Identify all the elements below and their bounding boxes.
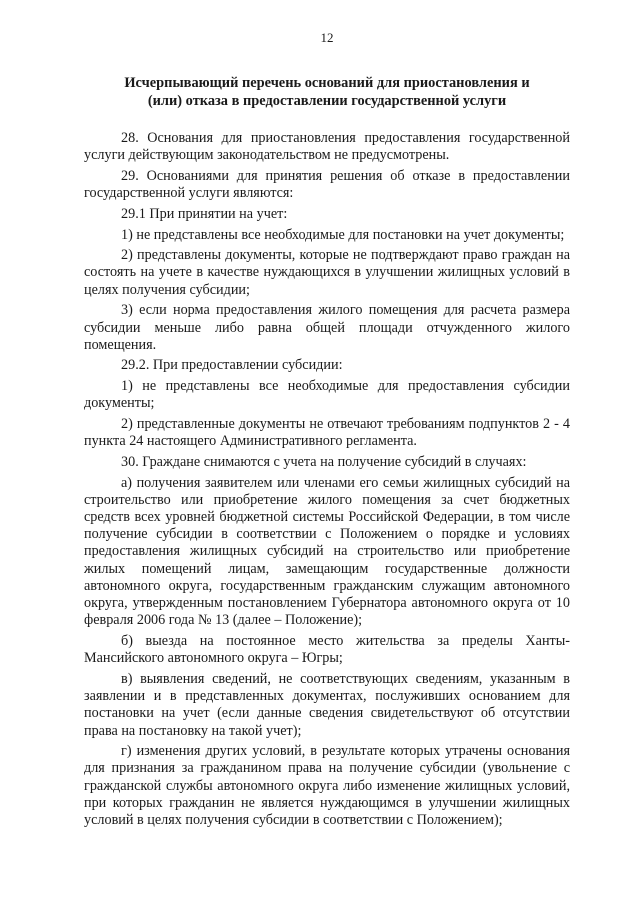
paragraph-29-2: 29.2. При предоставлении субсидии:: [121, 357, 343, 374]
paragraph-29-1-item-3: 3) если норма предоставления жилого помещения для расчета размера субсидии меньше либо равна общей площади отчужденного жилого помещения.: [84, 302, 570, 353]
paragraph-29-1-item-1: 1) не представлены все необходимые для постановки на учет документы;: [121, 226, 565, 243]
paragraph-29-2-item-1: 1) не представлены все необходимые для предоставления субсидии документы;: [84, 378, 570, 412]
paragraph-30: 30. Граждане снимаются с учета на получение субсидий в случаях:: [121, 453, 527, 470]
paragraph-30-item-a: а) получения заявителем или членами его семьи жилищных субсидий на строительство или приобретение жилого помещения за счет бюджетных средств всех уровней бюджетной системы Российской Федерации, в том числе получение субсидии в соответствии с Положением о порядке и условиях предоставления жилищных субсидий на строительство или приобретение жилых помещений лицам, замещающим государственные должности автономного округа, государственным гражданским служащим автономного округа, утвержденным постановлением Губернатора автономного округа от 10 февраля 2006 года № 13 (далее – Положение);: [84, 474, 570, 629]
page-number: 12: [320, 30, 334, 45]
paragraph-29-1: 29.1 При принятии на учет:: [121, 205, 288, 222]
paragraph-28: 28. Основания для приостановления предоставления государственной услуги действующим законодательством не предусмотрены.: [84, 130, 570, 164]
paragraph-29-1-item-2: 2) представлены документы, которые не подтверждают право граждан на состоять на учете в качестве нуждающихся в улучшении жилищных условий в целях получения субсидии;: [84, 247, 570, 298]
section-title-line-1: Исчерпывающий перечень оснований для приостановления и: [124, 75, 530, 91]
paragraph-29-2-item-2: 2) представленные документы не отвечают требованиям подпунктов 2 - 4 пункта 24 настоящего Административного регламента.: [84, 416, 570, 450]
paragraph-29: 29. Основаниями для принятия решения об отказе в предоставлении государственной услуги являются:: [84, 167, 570, 202]
document-body: [84, 130, 570, 829]
paragraph-30-item-b: б) выезда на постоянное место жительства за пределы Ханты-Мансийского автономного округа – Югры;: [84, 632, 570, 667]
paragraph-30-item-v: в) выявления сведений, не соответствующих сведениям, указанным в заявлении и в представленных документах, послуживших основанием для постановки на учет (если данные сведения свидетельствуют об отсутствии права на постановку на такой учет);: [84, 670, 570, 739]
paragraph-30-item-g: г) изменения других условий, в результате которых утрачены основания для признания за гражданином права на получение субсидии (увольнение с гражданской службы автономного округа либо изменение жилищных условий, при которых гражданин не является нуждающимся в улучшении жилищных условий в целях получения субсидии в соответствии с Положением);: [84, 743, 570, 829]
section-title-line-2: (или) отказа в предоставлении государственной услуги: [147, 93, 507, 109]
section-title: [84, 74, 570, 110]
